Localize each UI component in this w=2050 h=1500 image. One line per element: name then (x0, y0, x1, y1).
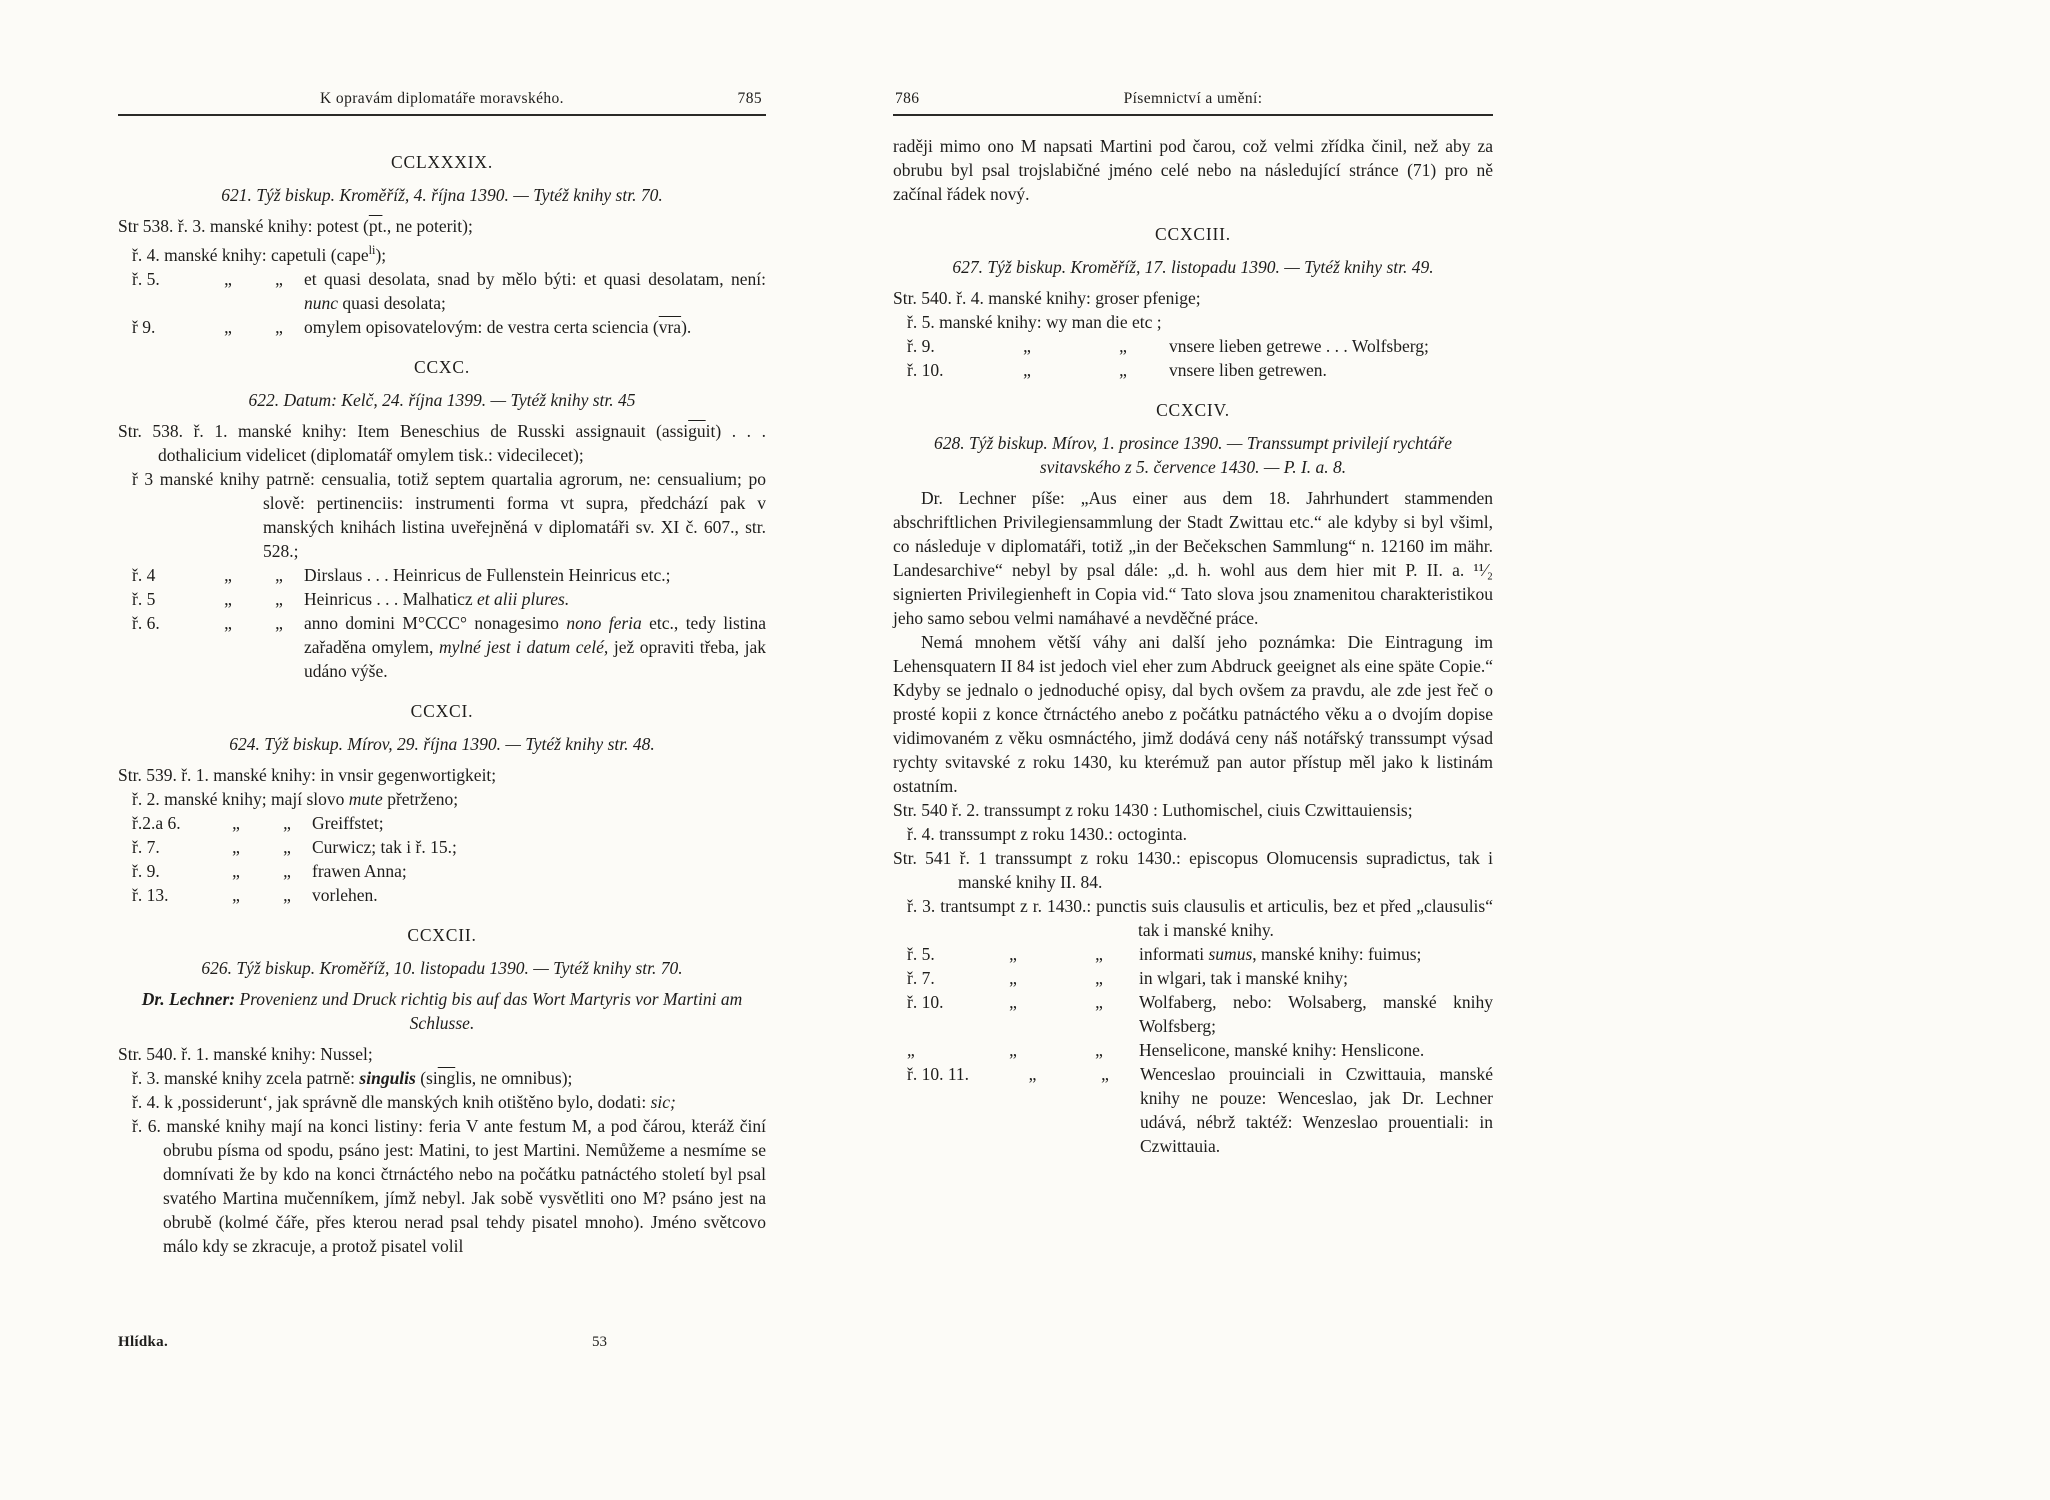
ditto-mark: „ (1009, 1040, 1017, 1060)
line-label: ř. 5. (132, 268, 160, 289)
text-run: in wlgari, tak i manské knihy; (1139, 968, 1348, 988)
paragraph (893, 894, 1498, 942)
line-text (304, 587, 766, 611)
ditto-mark: „ (1009, 944, 1017, 964)
journal-name: Hlídka. (118, 1334, 169, 1350)
entry-title (893, 255, 1493, 279)
section-heading (118, 150, 766, 174)
line-item (893, 966, 1493, 990)
paragraph (118, 1066, 766, 1090)
text-run: ř. 4. manské knihy: capetuli (cape (132, 244, 369, 265)
text-run: nunc (304, 292, 339, 313)
section-heading (893, 398, 1493, 422)
text-run: vnsere lieben getrewe . . . Wolfsberg; (1169, 336, 1429, 356)
text-run: Str. 539. ř. 1. manské knihy: in vnsir gegenwortigkeit; (118, 764, 497, 785)
line-label: ř. 10. (907, 992, 944, 1012)
line-label: ř. 9. (907, 336, 935, 356)
line-item (118, 315, 766, 339)
ditto-mark: „ (224, 564, 232, 585)
line-item (893, 1062, 1498, 1158)
text-run: Str. 540 ř. 2. transsumpt z roku 1430 : Luthomischel, ciuis Czwittauiensis; (893, 800, 1413, 820)
text-run: Curwicz; tak i ř. 15.; (312, 836, 457, 857)
line-label: ř. 9. (132, 860, 160, 881)
line-text (312, 883, 766, 907)
text-run: quasi desolata; (338, 292, 446, 313)
line-label: ř. 4 (132, 564, 156, 585)
ditto-mark: „ (224, 588, 232, 609)
paragraph (893, 486, 1498, 630)
ditto-mark: „ (1023, 336, 1031, 356)
ditto-mark: „ (275, 564, 283, 585)
ditto-mark: „ (1101, 1064, 1109, 1084)
right-page-body (893, 116, 1498, 1158)
section-heading (893, 222, 1493, 246)
text-run: Dr. Lechner: (141, 988, 240, 1009)
left-footer-page-number: 53 (592, 1334, 607, 1350)
ditto-mark: „ (232, 836, 240, 857)
text-run: lis, ne omnibus); (455, 1067, 573, 1088)
paragraph (893, 846, 1498, 894)
left-page (118, 88, 771, 1258)
paragraph (118, 787, 766, 811)
text-run: , manské knihy: fuimus; (1252, 944, 1422, 964)
line-text (1139, 942, 1493, 966)
section-heading (118, 355, 766, 379)
line-item (893, 334, 1493, 358)
line-text (1139, 1038, 1493, 1062)
line-label: ř.2.a 6. (132, 812, 181, 833)
line-text (312, 811, 766, 835)
paragraph (893, 310, 1493, 334)
text-run: Henselicone, manské knihy: Henslicone. (1139, 1040, 1425, 1060)
paragraph (893, 286, 1493, 310)
line-text (312, 835, 766, 859)
text-run: Dirslaus . . . Heinricus de Fullenstein Heinricus etc.; (304, 564, 671, 585)
ditto-mark: „ (275, 588, 283, 609)
ditto-mark: „ (224, 612, 232, 633)
text-run: Str. 541 ř. 1 transsumpt z roku 1430.: episcopus Olomucensis supradictus, tak i manské knihy II. 84. (893, 848, 1498, 892)
ditto-mark: „ (1023, 360, 1031, 380)
text-run: sumus (1208, 944, 1253, 964)
line-item (118, 859, 766, 883)
text-run: 628. Týž biskup. Mírov, 1. prosince 1390. — Transsumpt privilejí rychtáře svitavského z 5. července 1430. — P. I. a. 8. (933, 433, 1457, 477)
text-run: 627. Týž biskup. Kroměříž, 17. listopadu 1390. — Tytéž knihy str. 49. (952, 257, 1434, 277)
ditto-mark: „ (232, 860, 240, 881)
line-item (893, 1038, 1493, 1062)
line-item (118, 587, 766, 611)
text-run: ř. 3. manské knihy zcela patrně: (132, 1067, 360, 1088)
paragraph (893, 630, 1498, 798)
ditto-mark: „ (1028, 1064, 1037, 1084)
paragraph (118, 1114, 771, 1258)
left-page-number: 785 (737, 90, 762, 107)
paragraph (118, 238, 766, 267)
text-run: et alii plures. (477, 588, 570, 609)
paragraph (118, 1090, 766, 1114)
text-run: Str. 540. ř. 1. manské knihy: Nussel; (118, 1043, 373, 1064)
text-run: Nemá mnohem větší váhy ani další jeho poznámka: Die Eintragung im Lehensquatern II 84 ist jedoch viel eher zum Abdruck geeignet als eine späte Copie.“ Kdyby se jednalo o jednoduché opisy, dal bych ovšem za pravdu, ale zde jest řeč o prosté kopii z konce čtrnáctého anebo z počátku patnáctého věku a o dvojím dopise vidimovaném z věku osmnáctého, jimž dodává ceny náš notářský transsumpt výsad rychty svitavské z roku 1430, ku kterémuž pan autor přístup měl jako k listinám ostatním. (893, 632, 1498, 796)
line-label: ř 9. (132, 316, 156, 337)
text-run: 622. Datum: Kelč, 24. října 1399. — Tytéž knihy str. 45 (248, 389, 636, 410)
line-text (1139, 966, 1493, 990)
line-item (118, 883, 766, 907)
text-run: ř. 3. trantsumpt z r. 1430.: punctis suis clausulis et articulis, bez et před „clausulis“ tak i manské knihy. (907, 896, 1498, 940)
paragraph (118, 1042, 766, 1066)
text-run: ); (375, 244, 387, 265)
line-label: ř. 10. (907, 360, 944, 380)
text-run: informati (1139, 944, 1209, 964)
text-run: $\overline{gu}$ (688, 420, 706, 441)
right-page (893, 88, 1498, 1158)
text-run: Str 538. ř. 3. manské knihy: potest ( (118, 216, 369, 236)
text-run: CCLXXXIX. (391, 152, 493, 172)
line-text (1140, 1062, 1498, 1158)
line-text (1169, 334, 1493, 358)
text-run: CCXCI. (410, 700, 474, 721)
ditto-mark: „ (1095, 944, 1103, 964)
text-run: vnsere liben getrewen. (1169, 360, 1327, 380)
right-page-header (893, 88, 1493, 116)
text-run: etc., tedy listina zařaděna omylem, (304, 612, 771, 657)
text-run: Wolfaberg, nebo: Wolsaberg, manské knihy Wolfsberg; (1139, 992, 1498, 1036)
text-run: vorlehen. (312, 884, 378, 905)
line-label: ř. 7. (132, 836, 160, 857)
ditto-mark: „ (1009, 968, 1017, 988)
left-page-body (118, 116, 771, 1258)
text-run: nono feria (566, 612, 642, 633)
left-page-header (118, 88, 766, 116)
text-run: sic; (650, 1091, 676, 1112)
line-item (118, 611, 771, 683)
text-run: li (368, 243, 376, 257)
line-text (1169, 358, 1493, 382)
text-run: et quasi desolata, snad by mělo býti: et quasi desolatam, není: (304, 268, 771, 289)
text-run: anno domini M°CCC° nonagesimo (304, 612, 567, 633)
line-text (304, 315, 766, 339)
text-run: ř. 4. transsumpt z roku 1430.: octoginta. (907, 824, 1187, 844)
line-label: ř. 5 (132, 588, 156, 609)
line-item (118, 563, 766, 587)
text-run: 626. Týž biskup. Kroměříž, 10. listopadu 1390. — Tytéž knihy str. 70. (201, 957, 683, 978)
text-run: ř. 5. manské knihy: wy man die etc ; (907, 312, 1162, 332)
text-run: (si (415, 1067, 438, 1088)
ditto-mark: „ (283, 884, 291, 905)
line-label: ř. 10. 11. (907, 1064, 970, 1084)
ditto-mark: „ (283, 860, 291, 881)
text-run: ř. 6. manské knihy mají na konci listiny: feria V ante festum M, a pod čárou, kteráž činí obrubu písma od spodu, psáno jest: Matini, to jest Martini. Nemůžeme a nesmíme se domnívati že by kdo na konci čtrnáctého nebo na počátku patnáctého století byl psal svatého Martina mučenníkem, jímž nebyl. Jak sobě vysvětliti ono M? psáno jest na obrubě (kolmé čáře, přes kterou nerad psal tehdy pisatel mnoho). Jméno světcovo málo kdy se zkracuje, a protož pisatel volil (132, 1115, 771, 1256)
line-label: ř. 13. (132, 884, 169, 905)
entry-title (118, 987, 766, 1035)
line-label: ř. 7. (907, 968, 935, 988)
line-text (312, 859, 766, 883)
ditto-mark: „ (275, 612, 283, 633)
line-item (118, 811, 766, 835)
ditto-mark: „ (283, 812, 291, 833)
paragraph (118, 214, 766, 238)
ditto-mark: „ (1009, 992, 1017, 1012)
text-run: ., ne poterit); (382, 216, 473, 236)
ditto-mark: „ (1119, 336, 1127, 356)
text-run: CCXCIV. (1156, 400, 1230, 420)
text-run: mute (348, 788, 383, 809)
line-label: ř. 5. (907, 944, 935, 964)
text-run: Wenceslao prouinciali in Czwittauia, manské knihy ne pouze: Wenceslao, jak Dr. Lechner udává, nébrž taktéž: Wenzeslao prouentiali: in Czwittauia. (1140, 1064, 1498, 1156)
line-label: „ (907, 1040, 915, 1060)
ditto-mark: „ (232, 884, 240, 905)
text-run: jež opraviti třeba, jak udáno výše. (304, 636, 771, 681)
text-run: $\overline{pt}$ (368, 216, 383, 236)
line-label: ř. 6. (132, 612, 160, 633)
left-running-title: K opravám diplomatáře moravského. (320, 90, 564, 107)
paragraph (893, 822, 1493, 846)
text-run: singulis (359, 1067, 416, 1088)
ditto-mark: „ (275, 268, 283, 289)
ditto-mark: „ (224, 268, 232, 289)
line-item (118, 267, 771, 315)
text-run: raději mimo ono M napsati Martini pod čarou, což velmi zřídka činil, než aby za obrubu byl psal trojslabičné jméno celé nebo na následující stránce (71) pro ně začínal řádek nový. (893, 136, 1498, 204)
ditto-mark: „ (275, 316, 283, 337)
text-run: Greiffstet; (312, 812, 384, 833)
text-run: 624. Týž biskup. Mírov, 29. října 1390. — Tytéž knihy str. 48. (229, 733, 655, 754)
ditto-mark: „ (1095, 1040, 1103, 1060)
line-text (304, 267, 771, 315)
right-page-number: 786 (895, 90, 920, 107)
text-run: mylné jest i datum celé, (438, 636, 609, 657)
entry-title (118, 388, 766, 412)
line-item (893, 358, 1493, 382)
text-run: $\overline{ng}$ (437, 1067, 456, 1088)
line-text (304, 611, 771, 683)
line-item (893, 990, 1498, 1038)
entry-title (118, 956, 766, 980)
ditto-mark: „ (224, 316, 232, 337)
text-run: 621. Týž biskup. Kroměříž, 4. října 1390. — Tytéž knihy str. 70. (221, 185, 663, 205)
paragraph (118, 419, 771, 467)
paragraph (118, 763, 766, 787)
entry-title (893, 431, 1493, 479)
text-run: it) . . . dothalicium videlicet (diplomatář omylem tisk.: videcilecet); (158, 420, 771, 465)
paragraph (893, 798, 1493, 822)
section-heading (118, 923, 766, 947)
text-run: Heinricus . . . Malhaticz (304, 588, 478, 609)
text-run: ). (681, 316, 692, 337)
line-text (304, 563, 766, 587)
text-run: ř 3 manské knihy patrně: censualia, totiž septem quartalia agrorum, ne: censualium; po slově: pertinenciis: instrumenti forma vt supra, předchází pak v manských knihách listina uveřejněná v diplomatáři sv. XI č. 607., str. 528.; (132, 468, 771, 561)
ditto-mark: „ (283, 836, 291, 857)
ditto-mark: „ (1119, 360, 1127, 380)
line-item (893, 942, 1493, 966)
text-run: ř. 4. k ,possiderunt‘, jak správně dle manských knih otištěno bylo, dodati: (132, 1091, 651, 1112)
ditto-mark: „ (1095, 968, 1103, 988)
paragraph (118, 467, 771, 563)
text-run: CCXCIII. (1155, 224, 1231, 244)
text-run: Provenienz und Druck richtig bis auf das Wort Martyris vor Martini am Schlusse. (239, 988, 747, 1033)
line-text (1139, 990, 1498, 1038)
paragraph (893, 134, 1498, 206)
ditto-mark: „ (1095, 992, 1103, 1012)
text-run: frawen Anna; (312, 860, 407, 881)
right-running-title: Písemnictví a umění: (1123, 90, 1263, 107)
text-run: Dr. Lechner píše: „Aus einer aus dem 18. Jahrhundert stammenden abschriftlichen Privilegiensammlung der Stadt Zwittau etc.“ ale kdyby si byl všiml, co následuje v diplomatáři, totiž „in der Bečekschen Sammlung“ n. 12160 im mähr. Landesarchive“ nebyl by psal dále: „d. h. wohl aus dem hier mit P. II. a. ¹¹⁄₂ signierten Privilegienheft in Copia vid.“ Tato slova jsou znamenitou charakteristikou jeho samo sebou velmi namáhavé a nevděčné práce. (893, 488, 1498, 628)
section-heading (118, 699, 766, 723)
text-run: přetrženo; (382, 788, 459, 809)
text-run: $\overline{vra}$ (658, 316, 682, 337)
text-run: CCXCII. (407, 924, 477, 945)
entry-title (118, 183, 766, 207)
line-item (118, 835, 766, 859)
text-run: ř. 2. manské knihy; mají slovo (132, 788, 349, 809)
text-run: CCXC. (413, 356, 471, 377)
text-run: omylem opisovatelovým: de vestra certa sciencia ( (304, 316, 659, 337)
ditto-mark: „ (232, 812, 240, 833)
text-run: Str. 540. ř. 4. manské knihy: groser pfenige; (893, 288, 1201, 308)
text-run: Str. 538. ř. 1. manské knihy: Item Beneschius de Russki assignauit (assi (118, 420, 689, 441)
entry-title (118, 732, 766, 756)
